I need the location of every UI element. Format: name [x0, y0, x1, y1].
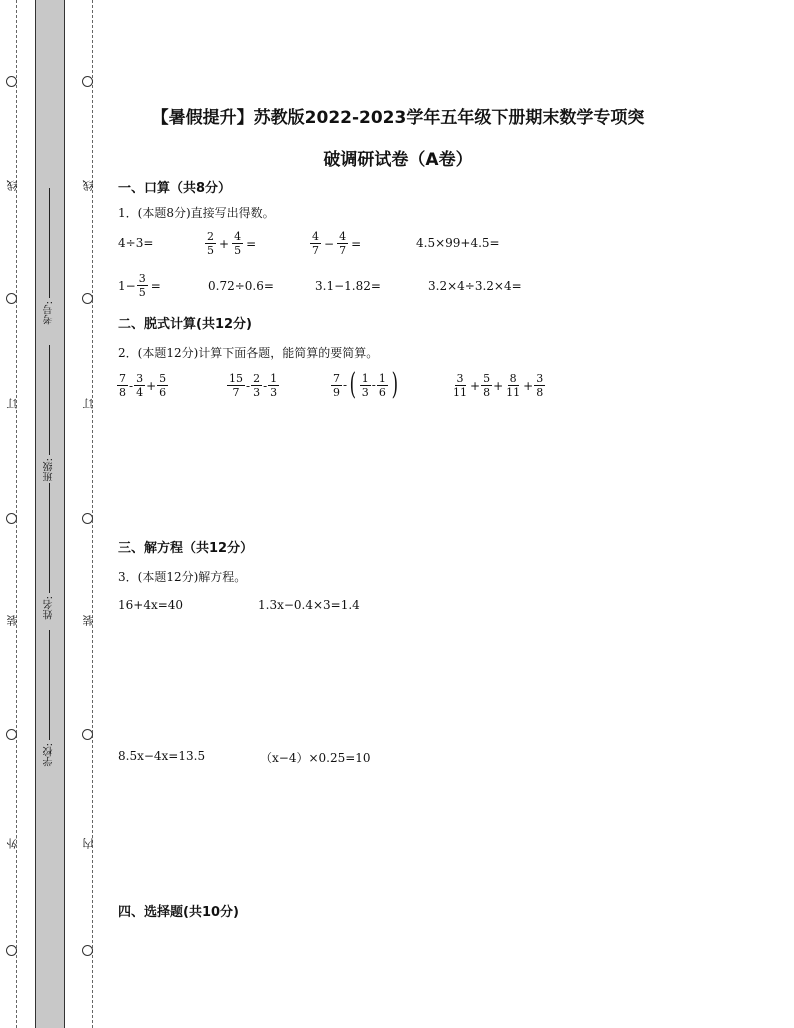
class-field[interactable] [42, 345, 56, 481]
field-underline [49, 345, 50, 455]
school-field[interactable] [42, 630, 56, 766]
margin-char: 内 [82, 838, 95, 849]
expr-text: 3.1−1.82= [315, 279, 381, 293]
outer-dashed-line [16, 0, 17, 1028]
expression: $\frac{4}{7}$ − $\frac{4}{7}$ = [312, 230, 362, 257]
fraction: $\frac{2}{3}$ [253, 372, 261, 399]
fraction: $\frac{4}{5}$ [234, 230, 242, 257]
margin-char: 装 [6, 615, 19, 626]
fraction: $\frac{1}{6}$ [378, 371, 386, 399]
section-heading: 二、脱式计算(共12分) [118, 317, 252, 332]
fraction: $\frac{8}{11}$ [506, 372, 521, 399]
fraction: $\frac{2}{5}$ [207, 230, 214, 257]
inner-dashed-line [92, 0, 93, 1028]
question-text: 2．(本题12分)计算下面各题，能简算的要简算。 [118, 346, 379, 360]
fraction: $\frac{4}{7}$ [312, 230, 319, 257]
punch-hole [6, 76, 17, 87]
expression: $\frac{2}{5}$ + $\frac{4}{5}$ = [207, 230, 257, 257]
fraction: $\frac{1}{3}$ [361, 371, 369, 399]
punch-hole [6, 945, 17, 956]
exam-number-field[interactable] [42, 188, 56, 324]
fraction: $\frac{1}{3}$ [270, 372, 278, 399]
field-label: 学校: [43, 743, 55, 767]
expression [416, 236, 500, 250]
section-heading: 四、选择题(共10分) [118, 905, 239, 920]
expr-text: 8.5x−4x=13.5 [118, 749, 206, 763]
fraction: $\frac{5}{8}$ [483, 372, 491, 399]
punch-hole [82, 513, 93, 524]
punch-hole [6, 293, 17, 304]
margin-char: 订 [6, 398, 19, 409]
fraction: $\frac{3}{8}$ [536, 372, 544, 399]
expr-text: （x−4）×0.25=10 [260, 751, 371, 765]
equation [118, 598, 183, 612]
margin-char: 线 [82, 180, 95, 191]
field-label: 考号: [43, 301, 55, 325]
equation [260, 749, 371, 766]
punch-hole [6, 729, 17, 740]
expr-text: 4÷3= [118, 236, 154, 250]
punch-hole [82, 729, 93, 740]
section-heading: 一、口算（共8分） [118, 181, 232, 196]
expression [315, 279, 381, 293]
punch-hole [6, 513, 17, 524]
equation [258, 598, 360, 612]
punch-hole [82, 293, 93, 304]
expr-text: 1.3x−0.4×3=1.4 [258, 598, 360, 612]
fraction: $\frac{7}{8}$ [119, 372, 126, 399]
expr-text: 4.5×99+4.5= [416, 236, 500, 250]
fraction: $\frac{4}{7}$ [339, 230, 347, 257]
margin-char: 外 [6, 838, 19, 849]
margin-char: 订 [82, 398, 95, 409]
field-underline [49, 630, 50, 740]
expr-text: 0.72÷0.6= [208, 279, 274, 293]
fraction: $\frac{7}{9}$ [333, 371, 340, 399]
expr-text: 3.2×4÷3.2×4= [428, 279, 522, 293]
fraction: $\frac{3}{4}$ [136, 372, 144, 399]
punch-hole [82, 76, 93, 87]
expression: 1− $\frac{3}{5}$ = [118, 272, 161, 299]
expression: $\frac{3}{11}$ + $\frac{5}{8}$ + $\frac{8}{11}$ + $\frac{3}{8}$ [453, 372, 544, 399]
expr-text: 16+4x=40 [118, 598, 184, 612]
expression [118, 236, 153, 250]
fraction: $\frac{5}{6}$ [159, 372, 167, 399]
margin-char: 装 [82, 615, 95, 626]
expression [428, 279, 522, 293]
question-text: 3．(本题12分)解方程。 [118, 570, 247, 584]
field-label: 班级: [43, 458, 55, 482]
equation [118, 749, 205, 763]
name-field[interactable] [42, 483, 56, 619]
page-title-line1: 【暑假提升】苏教版2022-2023学年五年级下册期末数学专项突 [151, 108, 645, 128]
section-heading: 三、解方程（共12分） [118, 541, 254, 556]
expression: $\frac{7}{8}$ - $\frac{3}{4}$ + $\frac{5}{6}$ [119, 372, 167, 399]
fraction: $\frac{3}{11}$ [453, 372, 467, 399]
expression: $\frac{15}{7}$ - $\frac{2}{3}$ - $\frac{1}{3}$ [229, 372, 278, 399]
fraction: $\frac{15}{7}$ [229, 372, 243, 399]
expression: $\frac{7}{9}$ - ( $\frac{1}{3}$ - $\frac{1}{6}$ ) [333, 367, 398, 402]
punch-hole [82, 945, 93, 956]
margin-char: 线 [6, 180, 19, 191]
field-underline [49, 483, 50, 593]
field-label: 姓名: [43, 596, 55, 620]
field-underline [49, 188, 50, 298]
expression [208, 279, 274, 293]
question-text: 1．(本题8分)直接写出得数。 [118, 206, 275, 220]
page-title-line2: 破调研试卷（A卷） [323, 150, 473, 170]
fraction: $\frac{3}{5}$ [138, 272, 146, 299]
